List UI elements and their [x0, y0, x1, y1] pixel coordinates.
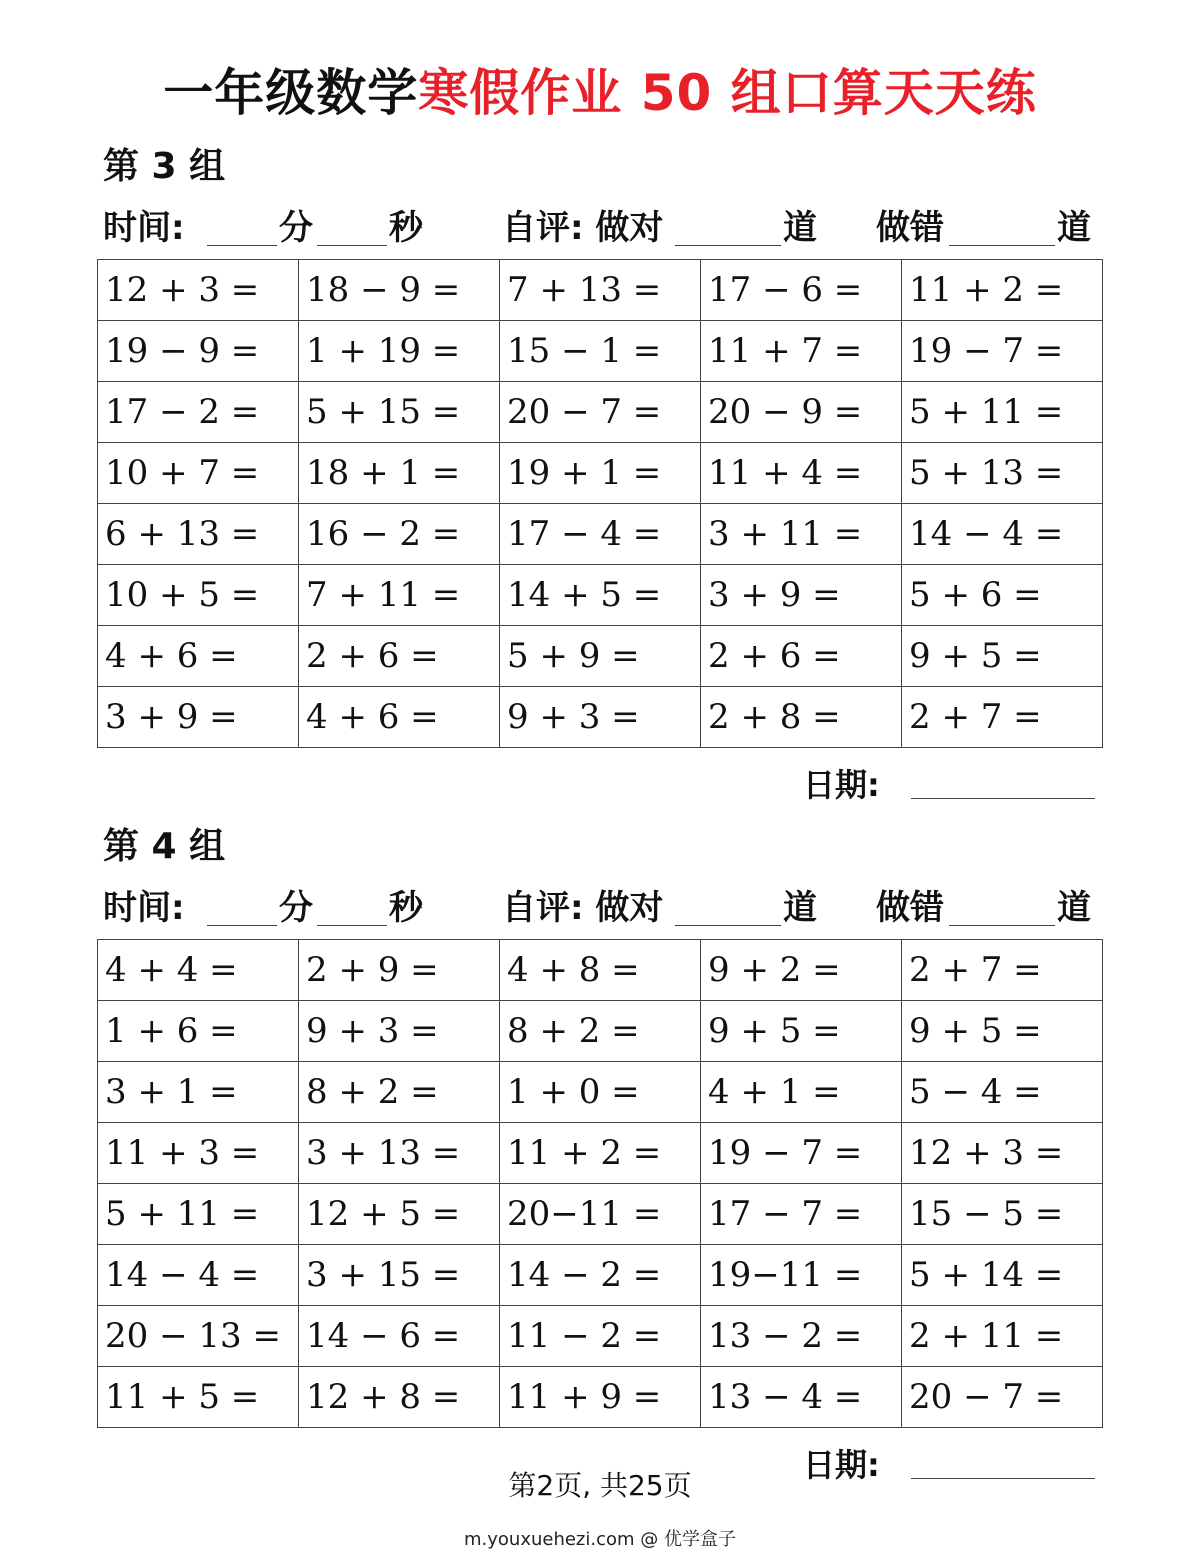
problem-cell[interactable]: 11 + 7 =	[701, 321, 902, 382]
table-row	[98, 1245, 1103, 1306]
problem-cell[interactable]: 2 + 6 =	[299, 626, 500, 687]
second-blank[interactable]	[317, 245, 387, 246]
table-row	[98, 687, 1103, 748]
minute-label: 分	[279, 208, 313, 248]
group-4-problem-table	[97, 939, 1103, 1428]
problem-cell[interactable]: 9 + 5 =	[701, 1001, 902, 1062]
table-row	[98, 1367, 1103, 1428]
dao-label: 道	[1057, 208, 1091, 248]
problem-cell[interactable]: 2 + 11 =	[902, 1306, 1103, 1367]
problem-cell[interactable]: 9 + 5 =	[902, 626, 1103, 687]
second-label: 秒	[389, 888, 423, 928]
problem-cell[interactable]: 2 + 6 =	[701, 626, 902, 687]
problem-cell[interactable]: 11 + 2 =	[902, 260, 1103, 321]
problem-cell[interactable]: 20−11 =	[500, 1184, 701, 1245]
problem-cell[interactable]: 11 + 9 =	[500, 1367, 701, 1428]
problem-cell[interactable]: 3 + 11 =	[701, 504, 902, 565]
table-row	[98, 1062, 1103, 1123]
problem-cell[interactable]: 2 + 7 =	[902, 687, 1103, 748]
problem-cell[interactable]: 12 + 8 =	[299, 1367, 500, 1428]
problem-cell[interactable]: 19−11 =	[701, 1245, 902, 1306]
problem-cell[interactable]: 8 + 2 =	[500, 1001, 701, 1062]
problem-cell[interactable]: 4 + 4 =	[98, 940, 299, 1001]
problem-cell[interactable]: 4 + 8 =	[500, 940, 701, 1001]
problem-cell[interactable]: 3 + 9 =	[701, 565, 902, 626]
date-label: 日期:	[803, 766, 880, 804]
problem-cell[interactable]: 18 + 1 =	[299, 443, 500, 504]
group-4-time-row	[103, 885, 1098, 931]
problem-cell[interactable]: 4 + 1 =	[701, 1062, 902, 1123]
group-3-time-row	[103, 205, 1098, 251]
problem-cell[interactable]: 5 + 13 =	[902, 443, 1103, 504]
problem-cell[interactable]: 12 + 5 =	[299, 1184, 500, 1245]
problem-cell[interactable]: 20 − 7 =	[500, 382, 701, 443]
problem-cell[interactable]: 3 + 1 =	[98, 1062, 299, 1123]
problem-cell[interactable]: 19 − 7 =	[701, 1123, 902, 1184]
footer-watermark: m.youxuehezi.com @ 优学盒子	[463, 1529, 736, 1550]
minute-label: 分	[279, 888, 313, 928]
table-row	[98, 1123, 1103, 1184]
problem-cell[interactable]: 2 + 7 =	[902, 940, 1103, 1001]
self-eval-correct-label: 自评: 做对	[502, 888, 664, 928]
problem-cell[interactable]: 1 + 6 =	[98, 1001, 299, 1062]
group-3-label: 第 3 组	[103, 146, 226, 187]
time-label: 时间:	[103, 888, 185, 928]
problem-cell[interactable]: 17 − 7 =	[701, 1184, 902, 1245]
table-row	[98, 565, 1103, 626]
problem-cell[interactable]: 14 − 4 =	[98, 1245, 299, 1306]
group-4-label: 第 4 组	[103, 826, 226, 867]
problem-cell[interactable]: 10 + 5 =	[98, 565, 299, 626]
problem-cell[interactable]: 4 + 6 =	[299, 687, 500, 748]
problem-cell[interactable]: 10 + 7 =	[98, 443, 299, 504]
problem-cell[interactable]: 12 + 3 =	[98, 260, 299, 321]
problem-cell[interactable]: 3 + 15 =	[299, 1245, 500, 1306]
problem-cell[interactable]: 13 − 2 =	[701, 1306, 902, 1367]
table-row	[98, 382, 1103, 443]
problem-cell[interactable]: 14 − 4 =	[902, 504, 1103, 565]
wrong-label: 做错	[876, 208, 944, 248]
problem-cell[interactable]: 20 − 13 =	[98, 1306, 299, 1367]
problem-cell[interactable]: 9 + 5 =	[902, 1001, 1103, 1062]
group-3-date-row	[803, 762, 1103, 808]
dao-label: 道	[783, 888, 817, 928]
problem-cell[interactable]: 17 − 2 =	[98, 382, 299, 443]
table-row	[98, 443, 1103, 504]
problem-cell[interactable]: 12 + 3 =	[902, 1123, 1103, 1184]
problem-cell[interactable]: 3 + 9 =	[98, 687, 299, 748]
table-row	[98, 1184, 1103, 1245]
title-red-part: 寒假作业 50 组口算天天练	[418, 64, 1037, 122]
problem-cell[interactable]: 5 + 11 =	[902, 382, 1103, 443]
self-eval-correct-label: 自评: 做对	[502, 208, 664, 248]
title-black-part: 一年级数学	[163, 64, 419, 122]
table-row	[98, 1001, 1103, 1062]
problem-cell[interactable]: 5 + 14 =	[902, 1245, 1103, 1306]
page-number: 第2页, 共25页	[508, 1469, 692, 1502]
minute-blank[interactable]	[207, 245, 277, 246]
problem-cell[interactable]: 14 − 2 =	[500, 1245, 701, 1306]
problem-cell[interactable]: 15 − 5 =	[902, 1184, 1103, 1245]
table-row	[98, 940, 1103, 1001]
problem-cell[interactable]: 5 − 4 =	[902, 1062, 1103, 1123]
dao-label: 道	[783, 208, 817, 248]
problem-cell[interactable]: 5 + 15 =	[299, 382, 500, 443]
problem-cell[interactable]: 8 + 2 =	[299, 1062, 500, 1123]
problem-cell[interactable]: 11 − 2 =	[500, 1306, 701, 1367]
wrong-count-blank[interactable]	[949, 925, 1055, 926]
problem-cell[interactable]: 11 + 2 =	[500, 1123, 701, 1184]
problem-cell[interactable]: 11 + 3 =	[98, 1123, 299, 1184]
table-row	[98, 321, 1103, 382]
problem-cell[interactable]: 20 − 9 =	[701, 382, 902, 443]
problem-cell[interactable]: 15 − 1 =	[500, 321, 701, 382]
table-row	[98, 504, 1103, 565]
problem-cell[interactable]: 14 − 6 =	[299, 1306, 500, 1367]
problem-cell[interactable]: 7 + 13 =	[500, 260, 701, 321]
date-blank[interactable]	[911, 798, 1095, 799]
problem-cell[interactable]: 3 + 13 =	[299, 1123, 500, 1184]
problem-cell[interactable]: 7 + 11 =	[299, 565, 500, 626]
wrong-label: 做错	[876, 888, 944, 928]
date-label: 日期:	[803, 1446, 880, 1484]
correct-count-blank[interactable]	[675, 925, 781, 926]
problem-cell[interactable]: 9 + 3 =	[299, 1001, 500, 1062]
problem-cell[interactable]: 19 − 9 =	[98, 321, 299, 382]
problem-cell[interactable]: 13 − 4 =	[701, 1367, 902, 1428]
problem-cell[interactable]: 4 + 6 =	[98, 626, 299, 687]
problem-cell[interactable]: 2 + 9 =	[299, 940, 500, 1001]
problem-cell[interactable]: 9 + 2 =	[701, 940, 902, 1001]
table-row	[98, 626, 1103, 687]
minute-blank[interactable]	[207, 925, 277, 926]
problem-cell[interactable]: 2 + 8 =	[701, 687, 902, 748]
problem-cell[interactable]: 1 + 0 =	[500, 1062, 701, 1123]
problem-cell[interactable]: 18 − 9 =	[299, 260, 500, 321]
problem-cell[interactable]: 14 + 5 =	[500, 565, 701, 626]
second-label: 秒	[389, 208, 423, 248]
problem-cell[interactable]: 6 + 13 =	[98, 504, 299, 565]
page-title	[0, 58, 1200, 128]
problem-cell[interactable]: 5 + 11 =	[98, 1184, 299, 1245]
time-label: 时间:	[103, 208, 185, 248]
group-3-problem-table	[97, 259, 1103, 748]
wrong-count-blank[interactable]	[949, 245, 1055, 246]
table-row	[98, 1306, 1103, 1367]
problem-cell[interactable]: 20 − 7 =	[902, 1367, 1103, 1428]
problem-cell[interactable]: 5 + 9 =	[500, 626, 701, 687]
second-blank[interactable]	[317, 925, 387, 926]
problem-cell[interactable]: 5 + 6 =	[902, 565, 1103, 626]
dao-label: 道	[1057, 888, 1091, 928]
problem-cell[interactable]: 16 − 2 =	[299, 504, 500, 565]
correct-count-blank[interactable]	[675, 245, 781, 246]
problem-cell[interactable]: 11 + 4 =	[701, 443, 902, 504]
problem-cell[interactable]: 1 + 19 =	[299, 321, 500, 382]
problem-cell[interactable]: 17 − 6 =	[701, 260, 902, 321]
table-row	[98, 260, 1103, 321]
problem-cell[interactable]: 19 − 7 =	[902, 321, 1103, 382]
problem-cell[interactable]: 17 − 4 =	[500, 504, 701, 565]
problem-cell[interactable]: 9 + 3 =	[500, 687, 701, 748]
problem-cell[interactable]: 19 + 1 =	[500, 443, 701, 504]
problem-cell[interactable]: 11 + 5 =	[98, 1367, 299, 1428]
